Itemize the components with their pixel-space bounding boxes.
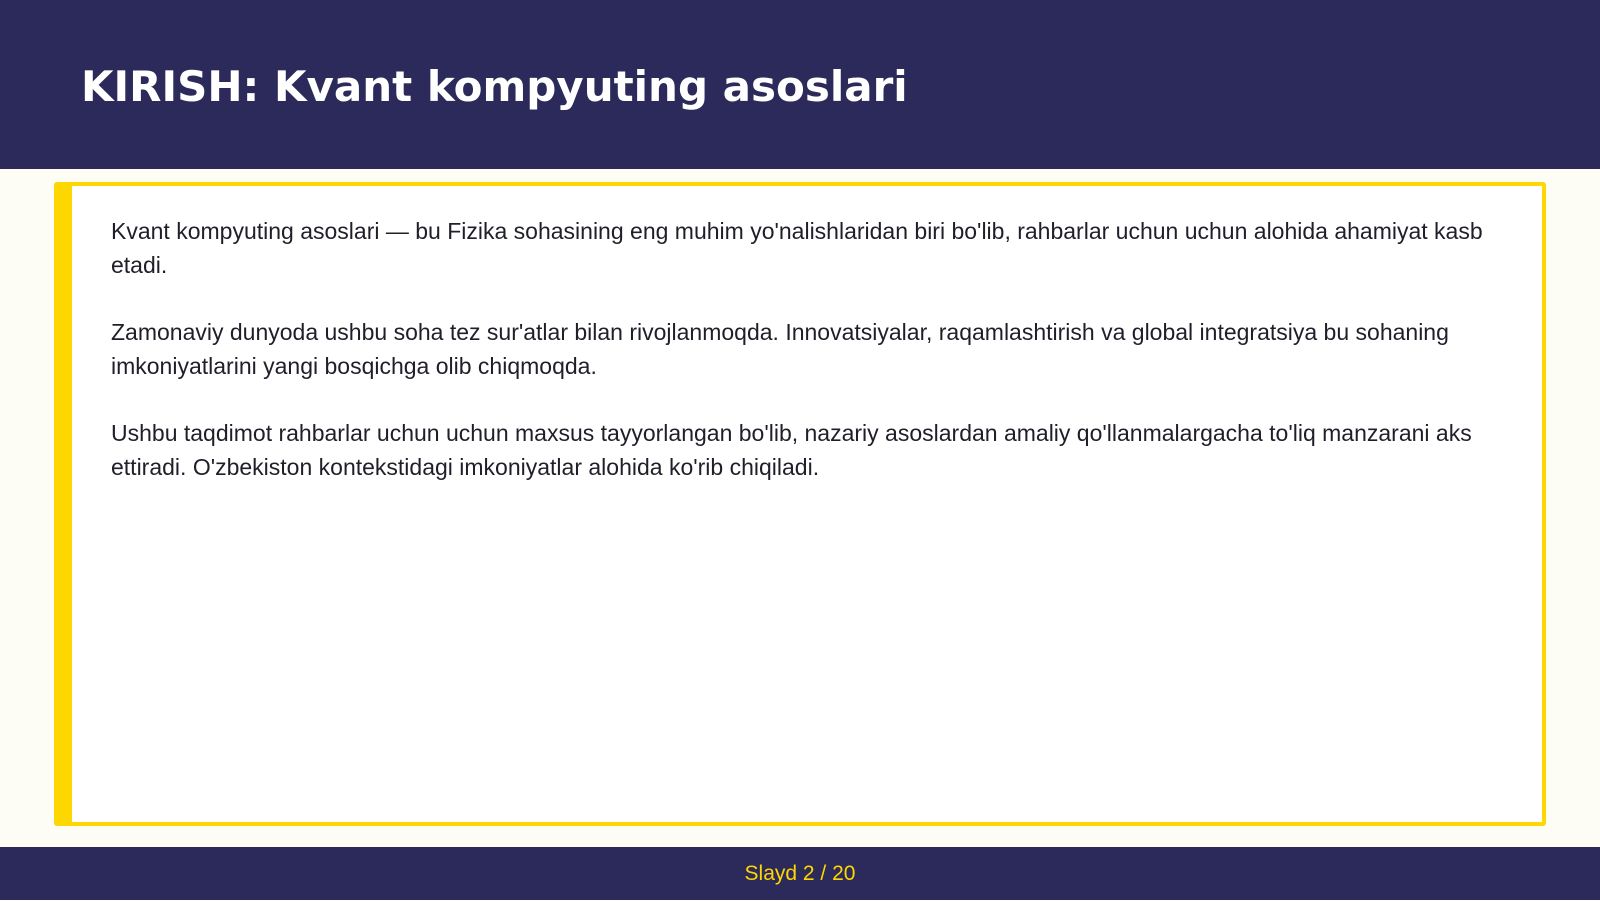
paragraph-modern-world: Zamonaviy dunyoda ushbu soha tez sur'atlar bilan rivojlanmoqda. Innovatsiyalar, raqamlashtirish va global integratsiya bu sohaning imkoniyatlarini yangi bosqichga olib chiqmoqda. xyxy=(111,319,1449,379)
slide-counter: Slayd 2 / 20 xyxy=(744,862,856,885)
slide-header xyxy=(0,0,1600,169)
slide-title: KIRISH: Kvant kompyuting asoslari xyxy=(81,62,908,111)
slide-footer xyxy=(0,847,1600,900)
content-text xyxy=(111,214,1501,517)
paragraph-intro: Kvant kompyuting asoslari — bu Fizika sohasining eng muhim yo'nalishlaridan biri bo'lib, rahbarlar uchun uchun alohida ahamiyat kasb etadi. xyxy=(111,218,1483,278)
paragraph-presentation-purpose: Ushbu taqdimot rahbarlar uchun uchun maxsus tayyorlangan bo'lib, nazariy asoslardan amaliy qo'llanmalargacha to'liq manzarani aks ettiradi. O'zbekiston kontekstidagi imkoniyatlar alohida ko'rib chiqiladi. xyxy=(111,420,1472,480)
